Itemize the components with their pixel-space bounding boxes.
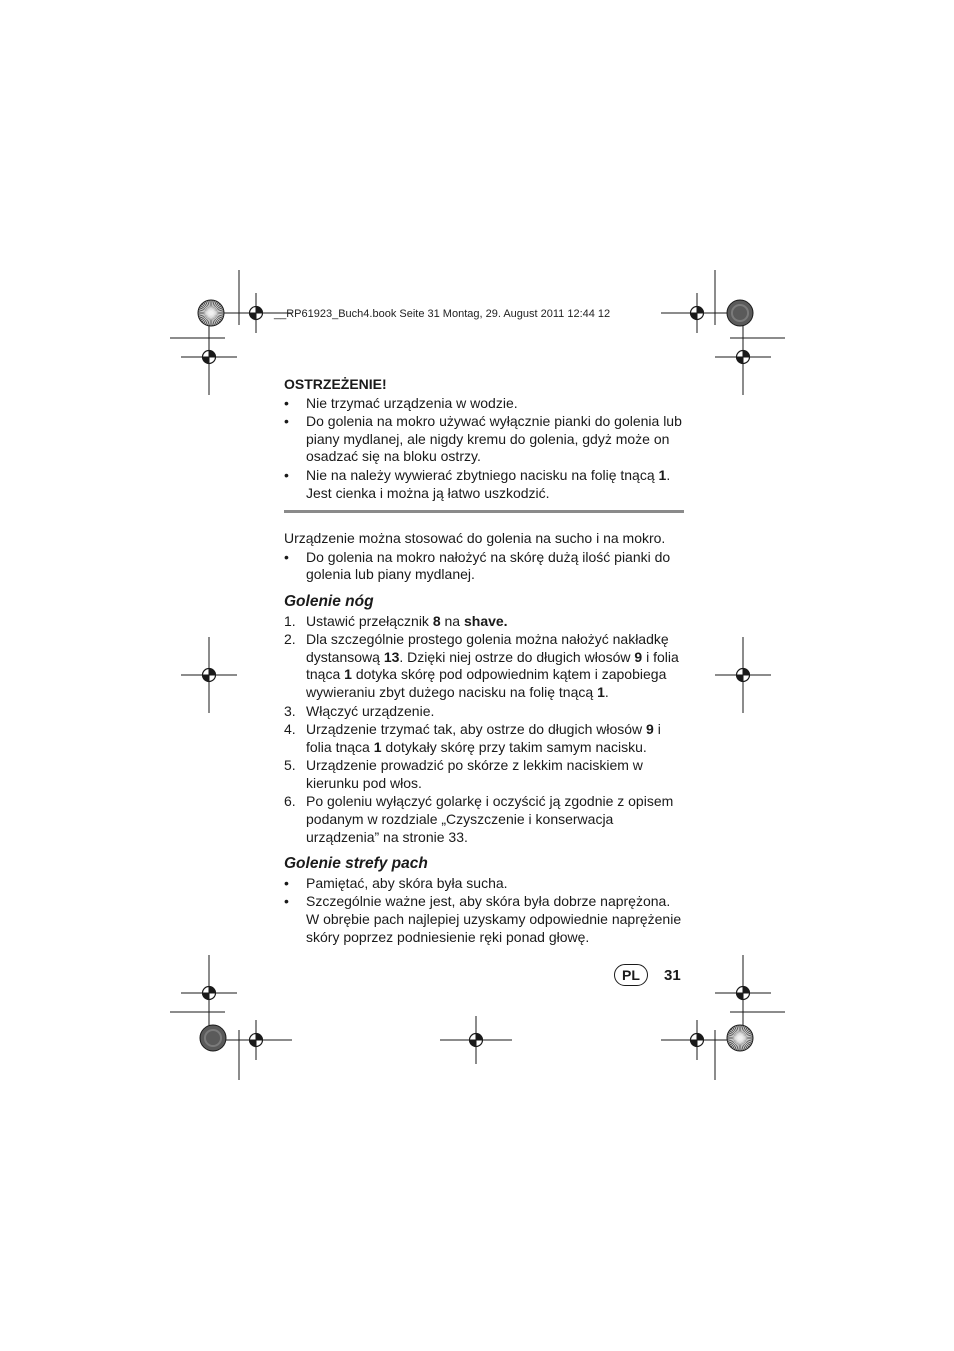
bullet: • (284, 874, 289, 891)
bullet: • (284, 548, 289, 565)
step-number: 6. (284, 793, 296, 810)
step-text: Dla szczególnie prostego golenia można nałożyć nakładkę dystansową 13. Dzięki niej ostrze do długich włosów 9 i folia tnąca 1 dotyka skórę pod odpowiednim kątem i zapobiega wywieraniu zbyt dużego nacisku na folię tnącą 1. (306, 631, 679, 700)
step-text: Urządzenie trzymać tak, aby ostrze do długich włosów 9 i folia tnąca 1 dotykały skórę przy takim samym nacisku. (306, 721, 661, 755)
list-item: • Do golenia na mokro używać wyłącznie pianki do golenia lub piany mydlanej, ale nigdy kremu do golenia, gdyż może on osadzać się na bloku ostrzy. (284, 413, 682, 465)
registration-target-icon (220, 1020, 292, 1060)
section-divider (284, 510, 684, 513)
section-heading-armpits: Golenie strefy pach (284, 855, 428, 873)
bullet: • (284, 394, 289, 411)
step-item (284, 793, 684, 846)
list-item: • Do golenia na mokro nałożyć na skórę dużą ilość pianki do golenia lub piany mydlanej. (284, 548, 671, 583)
step-item (284, 631, 684, 701)
step-number: 2. (284, 631, 296, 648)
step-text: Ustawić przełącznik 8 na shave. (306, 612, 508, 629)
step-number: 3. (284, 702, 296, 719)
registration-target-icon (440, 1016, 512, 1064)
tone-patch-icon (200, 1025, 226, 1051)
step-number: 1. (284, 612, 296, 629)
list-item: • Nie na należy wywierać zbytniego nacisku na folię tnącą 1. Jest cienka i można ją łatwo uszkodzić. (284, 466, 671, 501)
list-item: • Pamiętać, aby skóra była sucha. (284, 874, 508, 891)
registration-target-icon (181, 319, 237, 395)
bullet: • (284, 466, 289, 483)
list-item: • Nie trzymać urządzenia w wodzie. (284, 394, 518, 411)
step-item (284, 703, 684, 721)
starburst-mark-icon (727, 1025, 753, 1051)
step-item (284, 721, 684, 756)
tone-patch-icon (727, 300, 753, 326)
step-text: Po goleniu wyłączyć golarkę i oczyścić ją zgodnie z opisem podanym w rozdziale „Czyszczenie i konserwacja urządzenia” na stronie 33. (306, 793, 674, 845)
registration-target-icon (661, 1020, 733, 1060)
registration-target-icon (715, 637, 771, 713)
step-number: 4. (284, 721, 296, 738)
registration-target-icon (715, 955, 771, 1031)
page-footer (614, 964, 681, 986)
warning-title: OSTRZEŻENIE! (284, 376, 387, 392)
registration-target-icon (181, 637, 237, 713)
step-number: 5. (284, 757, 296, 774)
print-header: __RP61923_Buch4.book Seite 31 Montag, 29. August 2011 12:44 12 (274, 308, 611, 320)
step-text: Urządzenie prowadzić po skórze z lekkim naciskiem w kierunku pod włos. (306, 757, 643, 791)
step-text: Włączyć urządzenie. (306, 702, 435, 719)
page-number: 31 (664, 966, 681, 984)
bullet: • (284, 893, 289, 910)
section-heading-legs: Golenie nóg (284, 592, 374, 610)
list-item: • Szczególnie ważne jest, aby skóra była dobrze naprężona. W obrębie pach najlepiej uzyskamy odpowiednie naprężenie skóry poprzez podniesienie ręki ponad głowę. (284, 893, 682, 945)
main-content (284, 376, 684, 947)
part-reference: 1 (658, 466, 667, 483)
starburst-mark-icon (198, 300, 224, 326)
registration-target-icon (715, 319, 771, 395)
step-item (284, 613, 684, 631)
language-badge: PL (614, 964, 648, 986)
intro-text: Urządzenie można stosować do golenia na sucho i na mokro. (284, 530, 666, 547)
armpits-list (284, 875, 684, 946)
bullet: • (284, 413, 289, 430)
warning-list (284, 395, 684, 503)
registration-target-icon (181, 955, 237, 1031)
step-item (284, 757, 684, 792)
legs-steps-list (284, 613, 684, 847)
